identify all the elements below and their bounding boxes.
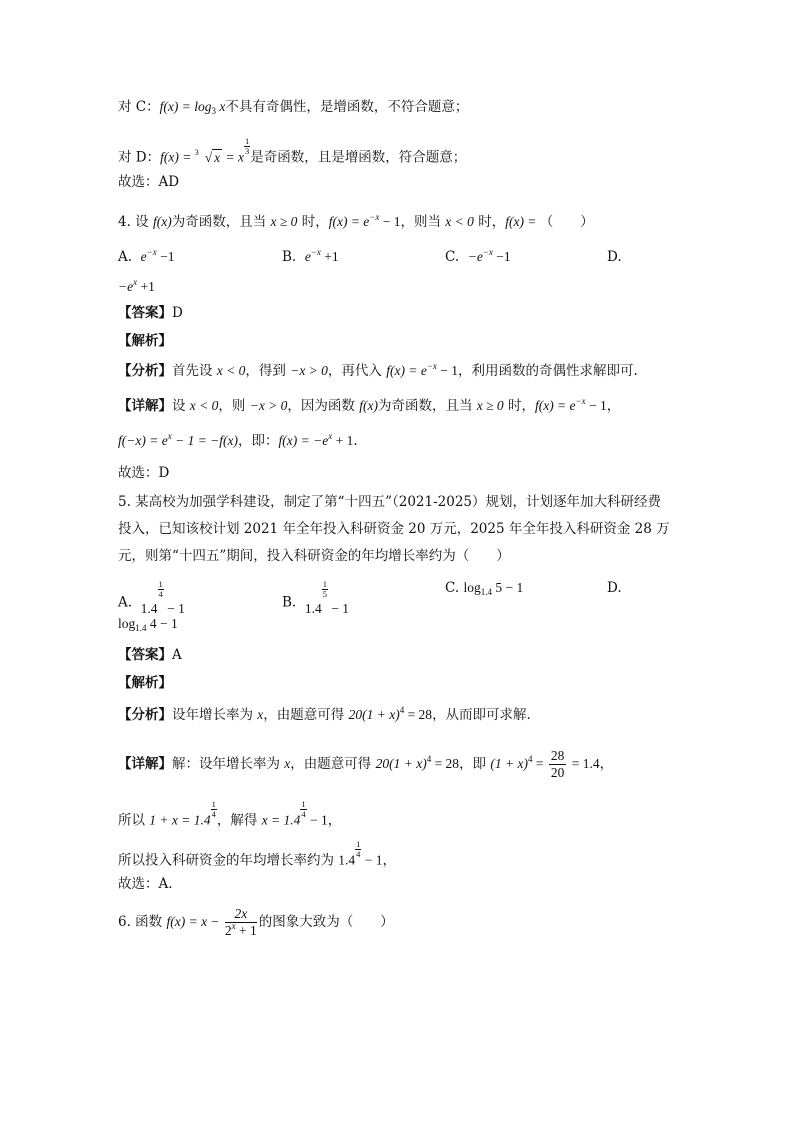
math: x — [284, 756, 291, 771]
math: f(x) — [359, 398, 378, 413]
stem-text: 时， — [473, 214, 506, 230]
numerator: 28 — [550, 748, 565, 764]
exponent: x — [133, 277, 138, 287]
exp-num: 1 — [245, 136, 250, 146]
math: = — [532, 756, 547, 771]
option-label: B. — [282, 249, 297, 265]
q5-conclusion: 故选：A. — [118, 876, 173, 892]
root-arg: x — [214, 149, 221, 165]
exponent-fraction — [322, 580, 328, 598]
formula-f: f(x) = — [160, 149, 195, 165]
q5-so-line-2 — [118, 840, 396, 871]
text: 所以投入科研资金的年均增长率约为 — [118, 852, 339, 869]
q4-analysis-tag: 【解析】 — [118, 333, 172, 349]
text: . — [353, 433, 358, 449]
option-label: A. — [118, 594, 133, 611]
q4-option-c — [445, 249, 511, 265]
math: − 1 — [585, 398, 607, 413]
den-tail: + 1 — [235, 923, 257, 938]
math: −x > 0 — [290, 363, 328, 378]
math: + 1 — [332, 433, 354, 448]
numerator: 2x — [225, 906, 257, 923]
exponent: −x — [426, 361, 437, 371]
text: 时， — [503, 398, 535, 414]
option-tail: +1 — [320, 249, 339, 264]
option-tail: 4 − 1 — [146, 616, 178, 631]
formula-var: x — [215, 99, 226, 114]
text: ， — [382, 852, 397, 869]
q5-so-line-1 — [118, 800, 341, 831]
math: − 1 = −f(x) — [171, 433, 239, 448]
label-d: 对 D： — [118, 149, 161, 166]
option-formula: −e — [118, 279, 134, 294]
option-tail: − 1 — [163, 600, 185, 616]
q5-stem-line-2: 投入，已知该校计划 2021 年全年投入科研资金 20 万元，2025 年全年投入科研资金 28 万 — [118, 521, 670, 537]
exponent: −x — [369, 212, 380, 222]
q4-detail — [118, 396, 620, 416]
math: − 1 — [306, 812, 328, 828]
text: ，从而即可求解. — [432, 707, 531, 723]
option-label: B. — [282, 594, 297, 611]
text: ， — [327, 812, 342, 829]
condition: x < 0 — [445, 214, 474, 229]
log-base: 1.4 — [135, 623, 147, 633]
denominator — [225, 923, 257, 939]
formula-fx: f(x) — [152, 214, 172, 229]
math: −x > 0 — [249, 398, 288, 413]
text: 设 — [172, 398, 190, 414]
text: ， — [599, 756, 614, 772]
text: ，因为函数 — [287, 398, 360, 414]
prev-answer: 故选：AD — [118, 174, 180, 190]
q4-conclusion: 故选：D — [118, 465, 170, 481]
formula-power: = x — [222, 149, 244, 165]
formula: f(x) = e — [328, 214, 370, 229]
option-d-analysis — [118, 137, 466, 168]
option-label: A. — [118, 249, 133, 265]
option-tail: −1 — [492, 249, 511, 264]
q5-answer — [118, 645, 182, 665]
option-tail: 5 − 1 — [491, 580, 524, 595]
q6-number: 6. 函数 — [118, 914, 167, 930]
q5-option-d-content — [118, 614, 178, 634]
text: ，解得 — [216, 812, 262, 829]
text: 首先设 — [172, 363, 217, 379]
math: 20(1 + x) — [375, 756, 427, 771]
q5-option-d — [607, 580, 622, 596]
option-formula: e — [304, 249, 311, 264]
math: f(x) = e — [386, 363, 427, 378]
answer-tag: 【答案】 — [118, 647, 172, 663]
q4-fenxi — [118, 361, 638, 381]
formula-tail: − 1 — [379, 214, 401, 229]
exponent-fraction — [158, 580, 164, 598]
exponent: −x — [146, 247, 157, 257]
math: x — [257, 707, 264, 722]
math: f(x) = x − — [166, 914, 223, 929]
stem-text: ，则当 — [400, 214, 446, 230]
text: ，即： — [238, 433, 279, 449]
text: 为奇函数，且当 — [377, 398, 477, 414]
text: ，再代入 — [327, 363, 387, 379]
q4-answer — [118, 303, 183, 323]
q5-stem-line-3: 元，则第“十四五”期间，投入科研资金的年均增长率约为（ ） — [118, 548, 510, 564]
exp-den: 4 — [356, 848, 361, 859]
text: ，得到 — [245, 363, 291, 379]
q4-option-b — [282, 249, 339, 265]
math: (1 + x) — [490, 756, 528, 771]
option-label: D. — [607, 249, 622, 265]
text: 设年增长率为 — [172, 707, 258, 723]
text: 的图象大致为（ ） — [258, 914, 394, 930]
math: f(x) = −e — [278, 433, 329, 448]
text: 解：设年增长率为 — [172, 756, 285, 772]
q6-stem — [118, 905, 394, 939]
log-base: 3 — [211, 106, 216, 116]
math: = 1.4 — [568, 756, 600, 771]
exponent: x — [167, 431, 172, 441]
q4-number: 4. 设 — [118, 214, 153, 230]
q5-analysis-tag: 【解析】 — [118, 675, 172, 691]
exponent: x — [328, 431, 333, 441]
q4-option-d — [607, 249, 622, 265]
detail-tag: 【详解】 — [118, 398, 172, 414]
exponent: 4 — [527, 754, 533, 764]
q5-option-c — [445, 580, 523, 596]
exp-den: 4 — [158, 588, 163, 599]
fraction — [225, 906, 257, 938]
den-base: 2 — [224, 923, 232, 938]
exponent: 4 — [399, 705, 405, 715]
math: − 1 — [436, 363, 459, 378]
text: 所以 — [118, 812, 150, 829]
exponent: −x — [482, 247, 493, 257]
denominator: 20 — [550, 765, 565, 780]
math: x ≥ 0 — [476, 398, 504, 413]
q5-fenxi — [118, 705, 531, 725]
stem-text: 为奇函数，且当 — [171, 214, 271, 230]
math: 20(1 + x) — [348, 707, 400, 722]
option-base: log — [118, 616, 136, 631]
detail-tag: 【详解】 — [118, 756, 172, 772]
answer-value: A — [172, 647, 182, 663]
q5-option-a — [118, 579, 185, 616]
exp-den: 3 — [245, 145, 250, 156]
math: − 1 — [361, 852, 383, 868]
formula: f(x) = — [505, 214, 540, 229]
option-c-analysis — [118, 97, 468, 117]
text: ， — [606, 398, 621, 414]
analysis-text: 不具有奇偶性，是增函数，不符合题意； — [225, 99, 469, 115]
q4-option-a — [118, 249, 174, 265]
option-tail: +1 — [137, 279, 155, 294]
math: 1 + x = 1.4 — [149, 812, 211, 828]
analysis-text: 是奇函数，且是增函数，符合题意； — [250, 149, 467, 166]
option-label: C. — [445, 249, 460, 265]
text: ，利用函数的奇偶性求解即可. — [458, 363, 638, 379]
exp-den: 5 — [322, 588, 327, 599]
cube-root: 3 √ x — [195, 148, 222, 168]
math: f(x) = e — [534, 398, 576, 413]
math: x < 0 — [189, 398, 219, 413]
math: = 28 — [404, 707, 433, 722]
q5-stem-line-1: 5. 某高校为加强学科建设，制定了第“十四五”（2021-2025）规划，计划逐年加大科研经费 — [118, 494, 661, 510]
option-tail: − 1 — [327, 600, 350, 616]
math: x = 1.4 — [261, 812, 301, 828]
exp-num: 1 — [158, 579, 163, 589]
option-label: D. — [607, 580, 622, 596]
label-c: 对 C： — [118, 99, 160, 115]
stem-text: 时， — [297, 214, 329, 230]
exp-den: 4 — [211, 808, 216, 819]
text: ，则 — [218, 398, 250, 414]
blank-paren: （ ） — [539, 214, 594, 230]
fenxi-tag: 【分析】 — [118, 707, 172, 723]
exponent: −x — [575, 396, 586, 406]
option-formula: e — [140, 249, 147, 264]
exp-num: 1 — [301, 799, 306, 809]
q4-option-d-content — [118, 277, 155, 297]
q5-detail — [118, 748, 613, 781]
option-base: 1.4 — [140, 600, 158, 616]
condition: x ≥ 0 — [270, 214, 298, 229]
fraction-28-20 — [549, 748, 567, 780]
exp-den: 4 — [301, 808, 306, 819]
log-base: 1.4 — [480, 587, 492, 597]
answer-value: D — [172, 305, 183, 321]
exp-num: 1 — [356, 839, 361, 849]
text: ，由题意可得 — [263, 707, 349, 723]
math: 1.4 — [338, 852, 356, 868]
den-exponent: x — [231, 921, 236, 931]
exp-num: 1 — [322, 579, 327, 589]
option-base: 1.4 — [304, 600, 322, 616]
fenxi-tag: 【分析】 — [118, 363, 172, 379]
q4-stem — [118, 212, 594, 232]
formula-log: f(x) = log — [159, 99, 212, 114]
option-formula: −e — [467, 249, 483, 264]
option-tail: −1 — [156, 249, 175, 264]
exponent: 4 — [426, 754, 432, 764]
math: x < 0 — [216, 363, 246, 378]
root-index: 3 — [194, 147, 199, 157]
text: ，由题意可得 — [290, 756, 376, 772]
exp-num: 1 — [211, 799, 216, 809]
exponent: −x — [310, 247, 321, 257]
q5-option-b — [282, 579, 350, 616]
text: ，即 — [459, 756, 491, 772]
answer-tag: 【答案】 — [118, 305, 172, 321]
option-base: log — [463, 580, 481, 595]
option-label: C. — [445, 580, 460, 596]
math: = 28 — [431, 756, 460, 771]
q4-detail-2 — [118, 431, 358, 451]
math: f(−x) = e — [118, 433, 168, 448]
